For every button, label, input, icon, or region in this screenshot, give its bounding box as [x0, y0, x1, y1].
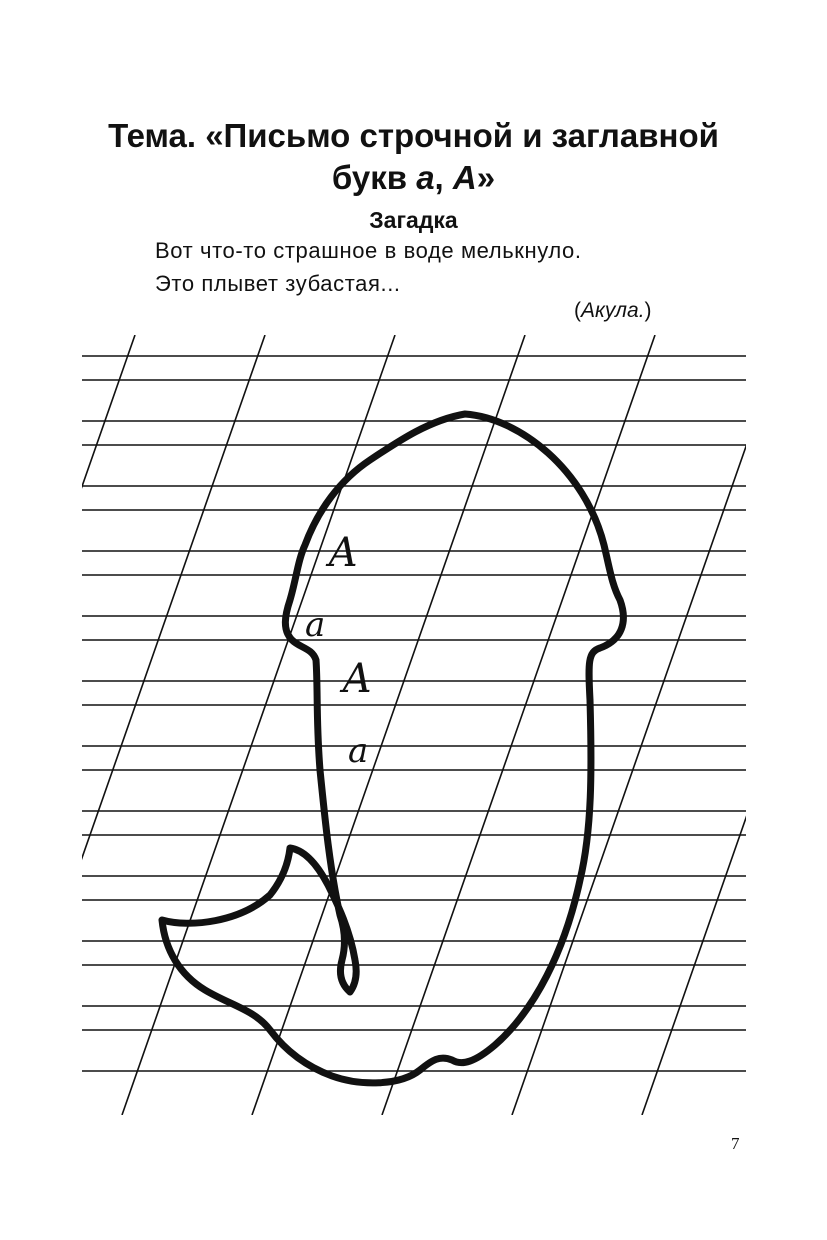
answer-open-paren: ( [574, 299, 581, 322]
title-letter-upper: А [452, 159, 477, 196]
slant-line [122, 335, 395, 1115]
copybook-letter-4: а [348, 731, 369, 771]
slant-line [0, 335, 135, 1115]
copybook-ruled-lines [82, 356, 746, 1071]
title-prefix: букв [331, 159, 417, 196]
copybook-slant-lines [0, 335, 827, 1115]
slant-line [512, 335, 785, 1115]
page-title-line-1: Тема. «Письмо строчной и заглавной [108, 117, 719, 154]
answer-close-paren: ) [644, 299, 652, 322]
answer-text: Акула. [581, 299, 645, 322]
slant-line [382, 335, 655, 1115]
riddle-heading: Загадка [369, 207, 458, 233]
slant-line [642, 335, 827, 1115]
shark-outline [162, 414, 623, 1083]
title-letter-lower: а [416, 159, 435, 196]
copybook-letter-3: А [342, 656, 373, 702]
title-suffix: » [476, 159, 496, 196]
slant-line [772, 335, 827, 1115]
slant-line [0, 335, 5, 1115]
title-separator: , [434, 159, 453, 196]
riddle-line-1: Вот что-то страшное в воде мелькнуло. [155, 238, 582, 263]
page-number: 7 [731, 1134, 740, 1153]
riddle-line-2: Это плывет зубастая... [155, 271, 401, 296]
copybook-letter-1: А [328, 530, 359, 576]
copybook-letter-2: а [305, 605, 326, 645]
